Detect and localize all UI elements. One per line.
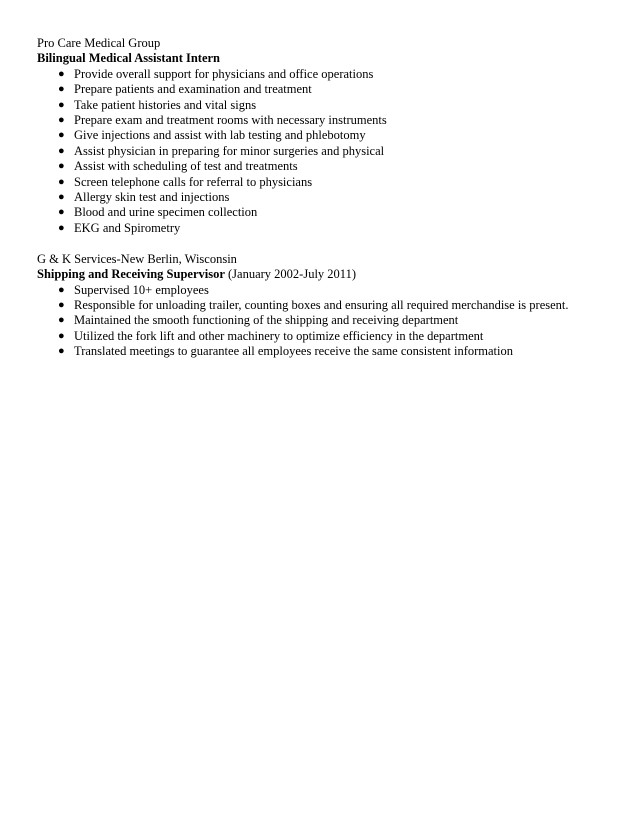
duty-text: Blood and urine specimen collection	[74, 205, 258, 220]
bullet-icon: ●	[58, 175, 65, 188]
duty-text: Allergy skin test and injections	[74, 190, 230, 205]
bullet-icon: ●	[58, 129, 65, 142]
duty-text: Responsible for unloading trailer, counting boxes and ensuring all required merchandise is present.	[74, 298, 569, 312]
duty-text: EKG and Spirometry	[74, 220, 181, 235]
bullet-icon: ●	[58, 299, 65, 311]
bullet-icon: ●	[58, 144, 65, 157]
duty-item	[37, 344, 617, 359]
experience-entry-pro-care	[37, 36, 617, 236]
duty-text: Assist physician in preparing for minor surgeries and physical	[74, 143, 385, 158]
duty-item	[37, 221, 617, 236]
job-title-line	[37, 267, 617, 282]
duty-text: Take patient histories and vital signs	[74, 97, 257, 112]
job-title-line	[37, 51, 617, 66]
duty-item	[37, 159, 617, 174]
bullet-icon: ●	[58, 67, 65, 80]
company-name: G & K Services-New Berlin, Wisconsin	[37, 251, 237, 266]
bullet-icon: ●	[58, 329, 65, 342]
job-title: Bilingual Medical Assistant Intern	[37, 51, 221, 66]
job-title: Shipping and Receiving Supervisor	[37, 267, 225, 282]
duty-text: Utilized the fork lift and other machinery to optimize efficiency in the department	[74, 328, 484, 343]
bullet-icon: ●	[58, 314, 65, 327]
duty-text: Assist with scheduling of test and treatments	[74, 159, 298, 174]
resume-page	[37, 36, 617, 360]
duty-item	[37, 298, 617, 313]
duty-text: Provide overall support for physicians and office operations	[74, 66, 374, 81]
bullet-icon: ●	[58, 83, 65, 96]
duty-item	[37, 175, 617, 190]
bullet-icon: ●	[58, 221, 65, 234]
company-name: Pro Care Medical Group	[37, 36, 161, 50]
duty-item	[37, 329, 617, 344]
experience-entry-gk-services	[37, 252, 617, 360]
bullet-icon: ●	[58, 114, 65, 127]
duty-text: Translated meetings to guarantee all employees receive the same consistent information	[74, 344, 513, 359]
duty-item	[37, 113, 617, 128]
duties-list	[37, 283, 617, 360]
duty-item	[37, 190, 617, 205]
duty-text: Prepare exam and treatment rooms with necessary instruments	[74, 113, 387, 128]
bullet-icon: ●	[58, 206, 65, 219]
duty-text: Supervised 10+ employees	[74, 282, 209, 297]
duty-text: Screen telephone calls for referral to physicians	[74, 174, 313, 189]
job-dates: (January 2002-July 2011)	[228, 267, 357, 282]
duty-text: Give injections and assist with lab testing and phlebotomy	[74, 128, 366, 143]
duty-text: Prepare patients and examination and treatment	[74, 82, 312, 97]
bullet-icon: ●	[58, 98, 65, 111]
duty-item	[37, 82, 617, 97]
duty-item	[37, 313, 617, 328]
duty-item	[37, 283, 617, 298]
duty-text: Maintained the smooth functioning of the shipping and receiving department	[74, 313, 459, 328]
duty-item	[37, 205, 617, 220]
duty-item	[37, 67, 617, 82]
duties-list	[37, 67, 617, 236]
duty-item	[37, 144, 617, 159]
bullet-icon: ●	[58, 345, 65, 358]
bullet-icon: ●	[58, 283, 65, 296]
duty-item	[37, 128, 617, 143]
duty-item	[37, 98, 617, 113]
bullet-icon: ●	[58, 191, 65, 204]
bullet-icon: ●	[58, 160, 65, 173]
